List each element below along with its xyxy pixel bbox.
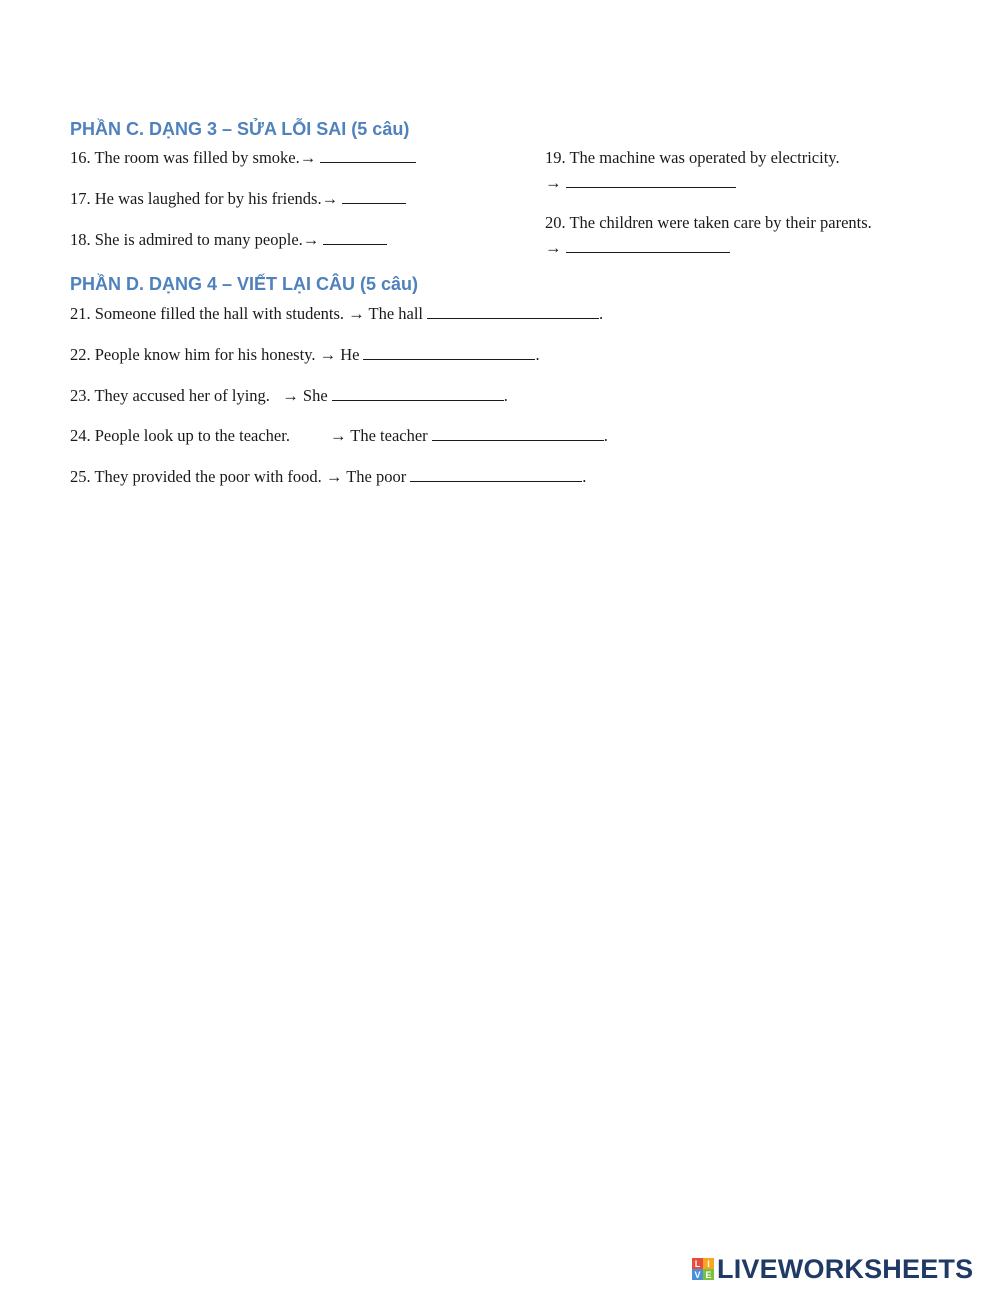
answer-19-blank[interactable] [566, 173, 736, 188]
question-23-text: 23. They accused her of lying. → She [70, 386, 328, 405]
logo-text: LIVEWORKSHEETS [717, 1253, 974, 1284]
answer-24-blank[interactable] [432, 426, 604, 441]
question-23 [70, 386, 508, 406]
question-25-text: 25. They provided the poor with food. → The poor [70, 467, 407, 486]
logo-mark-letter: V [692, 1269, 703, 1280]
answer-25-blank[interactable] [410, 467, 582, 482]
question-25-end: . [582, 467, 587, 486]
answer-16-blank[interactable] [320, 148, 416, 163]
answer-18-blank[interactable] [323, 230, 387, 245]
section-c-title: PHẦN C. DẠNG 3 – SỬA LỖI SAI (5 câu) [70, 119, 410, 139]
question-21-end: . [599, 304, 604, 323]
question-19-text: 19. The machine was operated by electricity. [545, 148, 840, 167]
question-21-text: 21. Someone filled the hall with students. → The hall [70, 304, 424, 323]
question-16 [70, 148, 416, 168]
logo-mark-letter: E [703, 1269, 714, 1280]
question-19-answer-line [545, 173, 736, 193]
logo-mark-letter: L [692, 1258, 703, 1269]
question-19 [545, 148, 840, 168]
question-20-text: 20. The children were taken care by their parents. [545, 213, 872, 232]
question-24-text: 24. People look up to the teacher. [70, 426, 290, 445]
question-18 [70, 230, 387, 250]
logo-mark-icon [692, 1258, 714, 1280]
question-23-end: . [503, 386, 508, 405]
question-20-answer-line [545, 238, 730, 258]
section-d-title: PHẦN D. DẠNG 4 – VIẾT LẠI CÂU (5 câu) [70, 274, 419, 294]
question-22-end: . [535, 345, 540, 364]
question-19-arrow: → [545, 173, 562, 192]
question-17-text: 17. He was laughed for by his friends.→ [70, 189, 339, 208]
question-24-end: . [603, 426, 608, 445]
question-24-arrow: → The teacher [329, 426, 428, 445]
question-18-text: 18. She is admired to many people.→ [70, 230, 320, 249]
question-24 [70, 426, 608, 446]
answer-21-blank[interactable] [427, 304, 599, 319]
answer-23-blank[interactable] [332, 386, 504, 401]
question-20-arrow: → [545, 238, 562, 257]
answer-20-blank[interactable] [566, 238, 730, 253]
question-16-text: 16. The room was filled by smoke.→ [70, 148, 317, 167]
question-21 [70, 304, 603, 324]
question-22 [70, 345, 540, 365]
question-22-text: 22. People know him for his honesty. → He [70, 345, 360, 364]
question-17 [70, 189, 406, 209]
question-25 [70, 467, 586, 487]
liveworksheets-logo[interactable] [692, 1255, 973, 1283]
answer-22-blank[interactable] [363, 345, 535, 360]
question-20 [545, 213, 872, 233]
answer-17-blank[interactable] [342, 189, 406, 204]
logo-mark-letter: I [703, 1258, 714, 1269]
